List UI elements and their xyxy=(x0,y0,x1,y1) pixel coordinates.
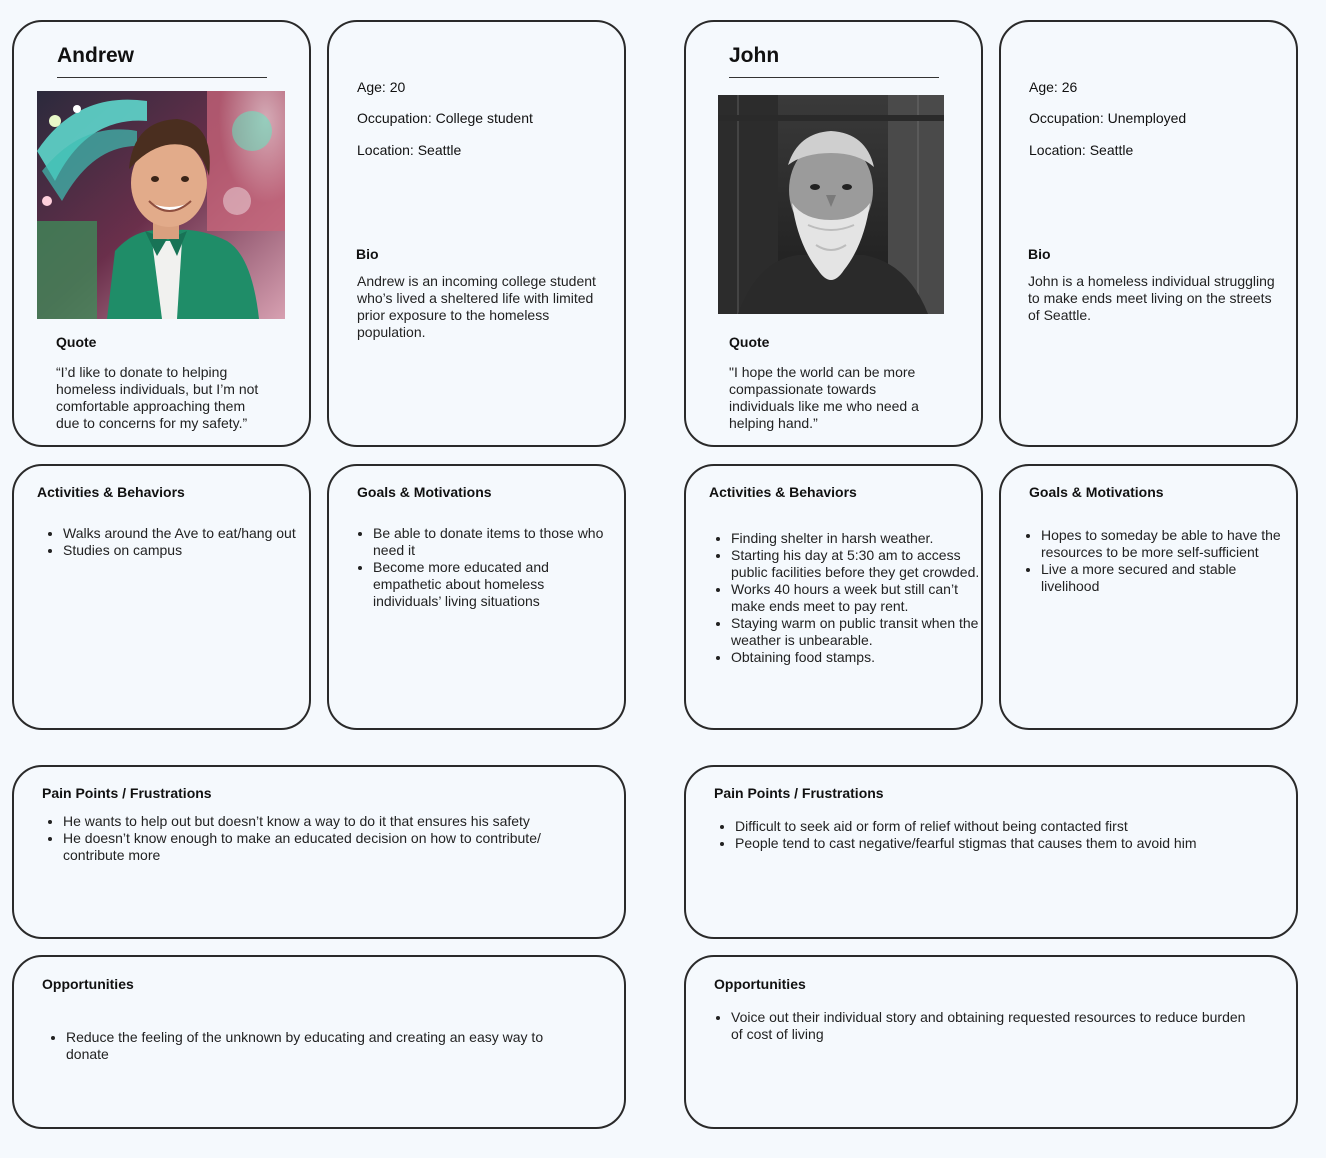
occupation-field: Occupation: College student xyxy=(357,110,533,126)
age-field: Age: 20 xyxy=(357,79,406,95)
occupation-field: Occupation: Unemployed xyxy=(1029,110,1187,126)
location-field: Location: Seattle xyxy=(1029,142,1134,158)
pain-points-heading: Pain Points / Frustrations xyxy=(714,785,884,801)
list-item: • Studies on campus xyxy=(63,542,303,559)
activities-heading: Activities & Behaviors xyxy=(37,484,185,500)
location-field: Location: Seattle xyxy=(357,142,462,158)
name-underline xyxy=(57,77,267,78)
list-item: • Voice out their individual story and obtaining requested resources to reduce burden of cost of living xyxy=(731,1009,1251,1043)
list-item: • Be able to donate items to those who need it xyxy=(373,525,611,559)
activities-list xyxy=(709,530,981,666)
bio-heading: Bio xyxy=(356,246,379,262)
list-item: • Difficult to seek aid or form of relief without being contacted first xyxy=(735,818,1275,835)
persona-name: Andrew xyxy=(57,44,135,67)
list-item: • Reduce the feeling of the unknown by educating and creating an easy way to donate xyxy=(66,1029,586,1063)
pain-points-list xyxy=(713,818,1275,852)
john-photo xyxy=(718,95,944,314)
quote-heading: Quote xyxy=(729,334,770,350)
quote-heading: Quote xyxy=(56,334,97,350)
activities-heading: Activities & Behaviors xyxy=(709,484,857,500)
john-goals-card xyxy=(999,464,1298,730)
list-item: • Walks around the Ave to eat/hang out xyxy=(63,525,303,542)
list-item: • Live a more secured and stable livelihood xyxy=(1041,561,1291,595)
quote-text: “I’d like to donate to helping homeless individuals, but I’m not comfortable approaching them due to concerns for my safety.” xyxy=(56,364,259,431)
list-item: • People tend to cast negative/fearful stigmas that causes them to avoid him xyxy=(735,835,1275,852)
list-item: • Staying warm on public transit when the weather is unbearable. xyxy=(731,615,981,649)
bio-heading: Bio xyxy=(1028,246,1051,262)
list-item: • Starting his day at 5:30 am to access public facilities before they get crowded. xyxy=(731,547,981,581)
list-item: • He wants to help out but doesn’t know a way to do it that ensures his safety xyxy=(63,813,603,830)
opportunities-heading: Opportunities xyxy=(42,976,134,992)
bio-text: John is a homeless individual struggling to make ends meet living on the streets of Seattle. xyxy=(1028,273,1275,323)
pain-points-list xyxy=(41,813,603,864)
opportunities-list xyxy=(709,1009,1251,1043)
pain-points-heading: Pain Points / Frustrations xyxy=(42,785,212,801)
andrew-activities-card xyxy=(12,464,311,730)
opportunities-heading: Opportunities xyxy=(714,976,806,992)
list-item: • Become more educated and empathetic about homeless individuals’ living situations xyxy=(373,559,611,610)
activities-list xyxy=(41,525,303,559)
list-item: • Hopes to someday be able to have the resources to be more self-sufficient xyxy=(1041,527,1291,561)
andrew-photo xyxy=(37,91,285,319)
goals-heading: Goals & Motivations xyxy=(1029,484,1164,500)
opportunities-list xyxy=(44,1029,586,1063)
list-item: • Finding shelter in harsh weather. xyxy=(731,530,981,547)
quote-text: "I hope the world can be more compassionate towards individuals like me who need a helping hand.” xyxy=(729,364,919,431)
name-underline xyxy=(729,77,939,78)
goals-list xyxy=(351,525,611,610)
goals-heading: Goals & Motivations xyxy=(357,484,492,500)
list-item: • Obtaining food stamps. xyxy=(731,649,981,666)
bio-text: Andrew is an incoming college student who’s lived a sheltered life with limited prior exposure to the homeless population. xyxy=(357,273,596,340)
age-field: Age: 26 xyxy=(1029,79,1078,95)
persona-name: John xyxy=(729,44,780,67)
list-item: • He doesn’t know enough to make an educated decision on how to contribute/ contribute more xyxy=(63,830,603,864)
list-item: • Works 40 hours a week but still can’t make ends meet to pay rent. xyxy=(731,581,981,615)
goals-list xyxy=(1019,527,1291,595)
